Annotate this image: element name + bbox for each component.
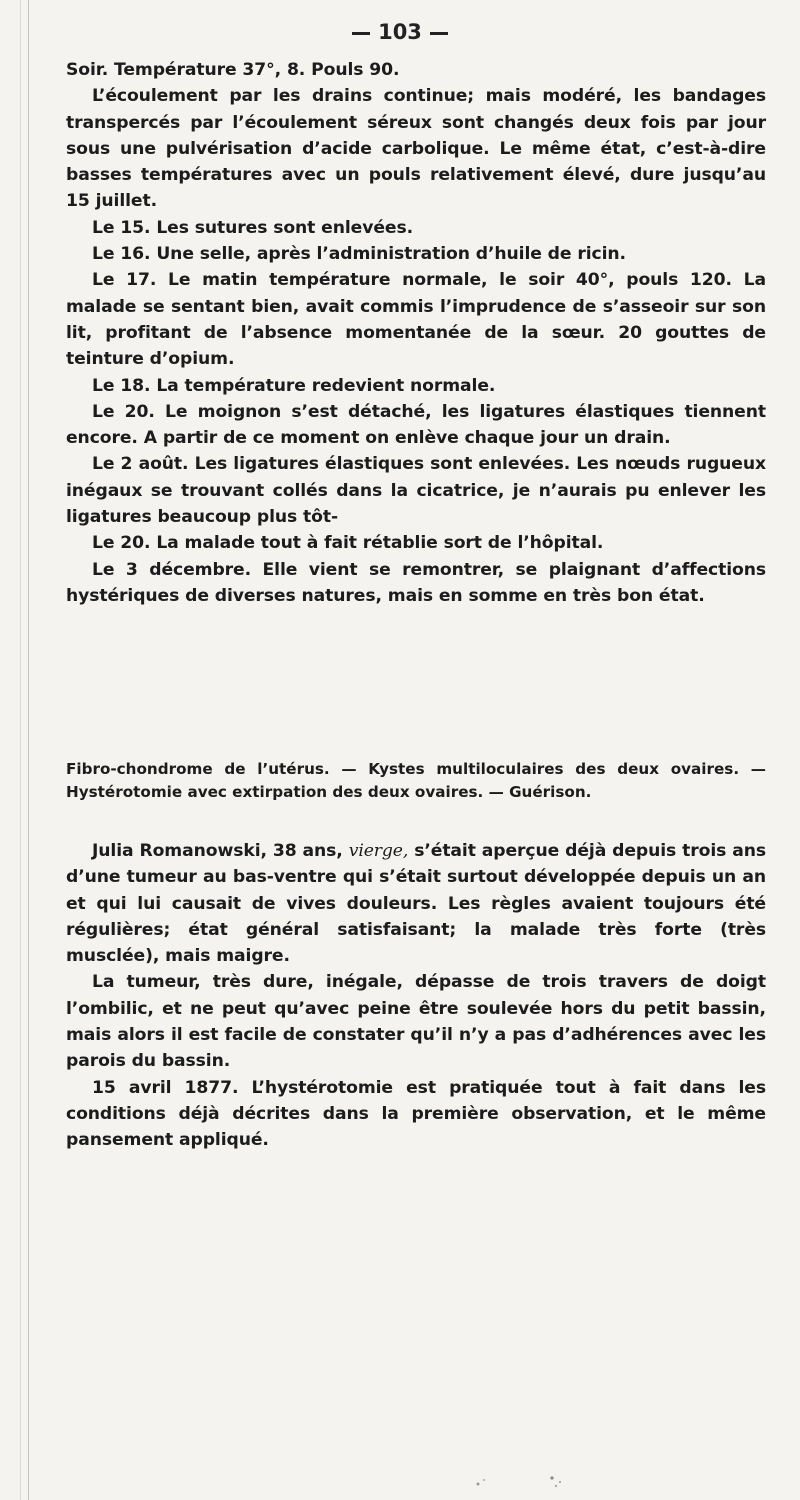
paragraph: La tumeur, très dure, inégale, dépasse de trois travers de doigt l’ombilic, et ne peut qu’avec peine être soulevée hors du petit bassin, mais alors il est facile de constater qu’il n’y a pas d’adhérences avec les parois du bassin.	[66, 972, 766, 1072]
paragraph: Le 20. Le moignon s’est détaché, les ligatures élastiques tiennent encore. A partir de ce moment on enlève chaque jour un drain.	[66, 401, 766, 449]
paragraph: Soir. Température 37°, 8. Pouls 90.	[66, 60, 400, 80]
paragraph: L’écoulement par les drains continue; mais modéré, les bandages transpercés par l’écoulement séreux sont changés deux fois par jour sous une pulvérisation d’acide carbolique. Le même état, c’est-à-dire basses températures avec un pouls relativement élevé, dure jusqu’au 15 juillet.	[66, 86, 766, 212]
page-binding-edge	[28, 0, 29, 1500]
page-number	[0, 20, 800, 44]
intro-italic: vierge,	[348, 841, 409, 861]
intro-text-continued: s’était aperçue déjà depuis trois ans d’une tumeur au bas-ventre qui s’était surtout développée depuis un an et qui lui causait de vives douleurs. Les règles avaient toujours été régulières; état général satisfaisant; la malade très forte (très musclée), mais maigre.	[66, 841, 766, 967]
observation-heading: Fibro-chondrome de l’utérus. — Kystes multiloculaires des deux ovaires. —Hystérotomie avec extirpation des deux ovaires. — Guérison.	[66, 760, 766, 801]
dash-left	[352, 32, 370, 35]
paragraph: Le 2 août. Les ligatures élastiques sont enlevées. Les nœuds rugueux inégaux se trouvant collés dans la cicatrice, je n’aurais pu enlever les ligatures beaucoup plus tôt-	[66, 454, 766, 528]
paragraph: Le 17. Le matin température normale, le soir 40°, pouls 120. La malade se sentant bien, avait commis l’imprudence de s’asseoir sur son lit, profitant de l’absence momentanée de la sœur. 20 gouttes de teinture d’opium.	[66, 270, 766, 370]
print-specks	[470, 1470, 610, 1490]
paragraph: Le 16. Une selle, après l’administration d’huile de ricin.	[92, 244, 626, 265]
page-number-value: 103	[378, 20, 422, 44]
intro-text: Julia Romanowski, 38 ans,	[92, 841, 349, 861]
case-continuation-text	[66, 57, 766, 609]
paragraph: Le 18. La température redevient normale.	[92, 375, 496, 396]
paragraph: Le 3 décembre. Elle vient se remontrer, se plaignant d’affections hystériques de diverses natures, mais en somme en très bon état.	[66, 559, 766, 606]
observation-text	[66, 838, 766, 1154]
paragraph: 15 avril 1877. L’hystérotomie est pratiquée tout à fait dans les conditions déjà décrites dans la première observation, et le même pansement appliqué.	[66, 1077, 766, 1151]
page-binding-edge	[20, 0, 21, 1500]
dash-right	[430, 32, 448, 35]
paragraph: Le 15. Les sutures sont enlevées.	[92, 217, 414, 238]
paragraph: Le 20. La malade tout à fait rétablie sort de l’hôpital.	[92, 533, 604, 554]
observation-intro-paragraph	[66, 838, 766, 969]
